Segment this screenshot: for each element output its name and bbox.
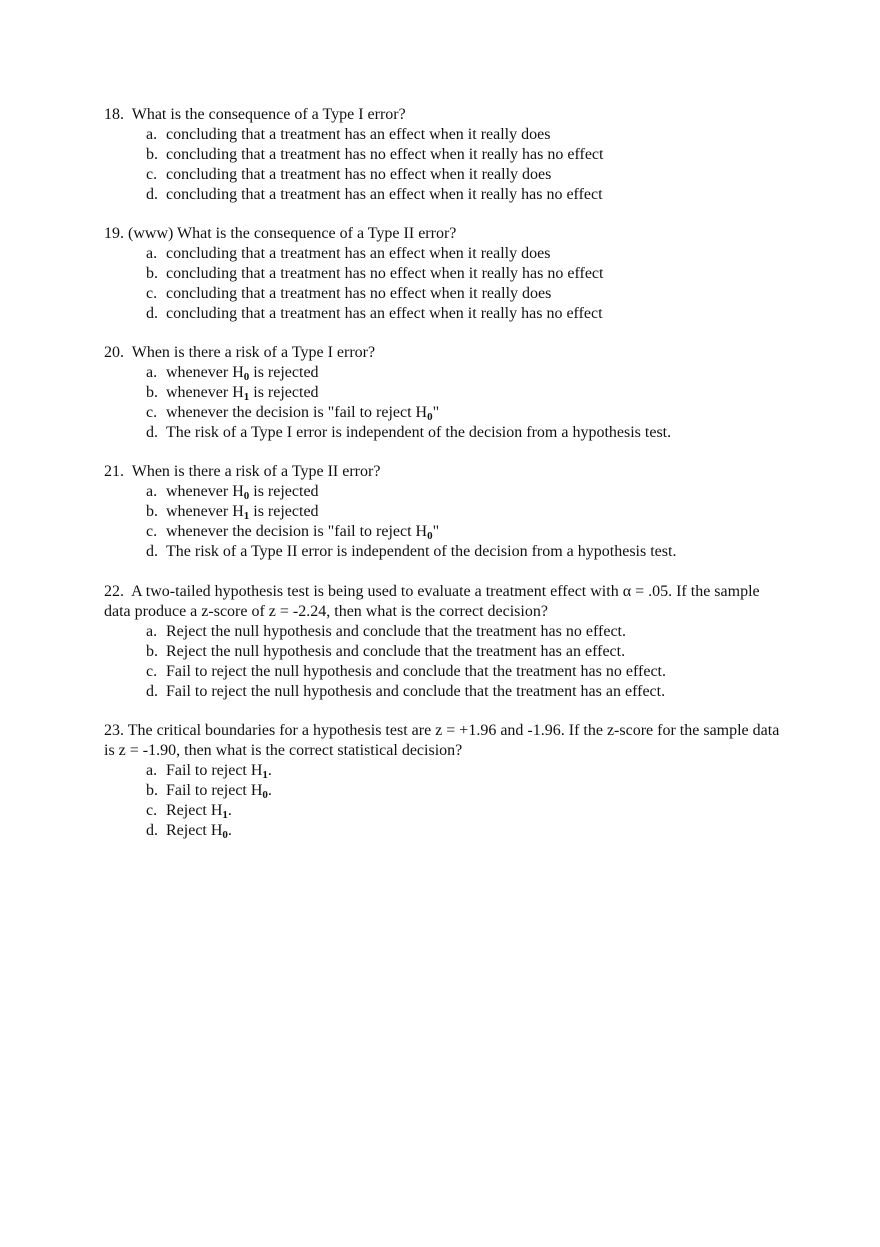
option-letter: d. <box>146 305 158 322</box>
option-letter: c. <box>146 404 158 421</box>
option-list <box>104 363 784 443</box>
option-text-post: " <box>432 404 440 421</box>
option-d <box>146 682 784 702</box>
option-letter: c. <box>146 802 158 819</box>
question-text: The critical boundaries for a hypothesis test are z = +1.96 and -1.96. If the z-score for the sample data is z = -1.90, then what is the correct statistical decision? <box>104 722 780 759</box>
option-text-pre: whenever H <box>166 384 244 401</box>
option-text-pre: Fail to reject H <box>166 782 263 799</box>
option-letter: a. <box>146 245 158 262</box>
option-a <box>146 622 784 642</box>
question-stem <box>104 224 784 244</box>
option-text: concluding that a treatment has no effect when it really has no effect <box>166 265 604 282</box>
question-stem <box>104 721 784 761</box>
option-b <box>146 264 784 284</box>
option-letter: b. <box>146 643 158 660</box>
option-letter: d. <box>146 424 158 441</box>
option-b <box>146 145 784 165</box>
option-letter: a. <box>146 483 158 500</box>
option-text: The risk of a Type I error is independent of the decision from a hypothesis test. <box>166 424 672 441</box>
option-letter: a. <box>146 623 158 640</box>
option-letter: a. <box>146 126 158 143</box>
question-text: When is there a risk of a Type I error? <box>131 344 376 361</box>
option-subscript: 0 <box>427 530 433 542</box>
question-23 <box>104 721 784 841</box>
question-number: 19. <box>104 225 124 242</box>
option-b <box>146 502 784 522</box>
option-a <box>146 244 784 264</box>
option-letter: a. <box>146 364 158 381</box>
option-subscript: 1 <box>262 769 268 781</box>
question-number: 23. <box>104 722 124 739</box>
option-text-pre: whenever the decision is "fail to reject H <box>166 523 428 540</box>
option-letter: d. <box>146 683 158 700</box>
option-text: concluding that a treatment has no effect when it really does <box>166 285 552 302</box>
option-text: Reject the null hypothesis and conclude that the treatment has no effect. <box>166 623 626 640</box>
option-letter: b. <box>146 503 158 520</box>
option-a <box>146 125 784 145</box>
option-text-pre: whenever H <box>166 503 244 520</box>
option-d <box>146 423 784 443</box>
option-subscript: 1 <box>243 510 250 522</box>
option-text-pre: whenever H <box>166 483 244 500</box>
option-text: concluding that a treatment has an effect when it really does <box>166 245 551 262</box>
question-number: 21. <box>104 463 124 480</box>
option-subscript: 0 <box>243 371 250 383</box>
option-a <box>146 363 784 383</box>
option-subscript: 1 <box>222 809 228 821</box>
option-text-post: is rejected <box>249 384 319 401</box>
option-letter: d. <box>146 822 158 839</box>
question-number: 18. <box>104 106 124 123</box>
option-letter: c. <box>146 663 158 680</box>
option-letter: b. <box>146 782 158 799</box>
option-d <box>146 185 784 205</box>
option-d <box>146 304 784 324</box>
option-letter: d. <box>146 186 158 203</box>
option-b <box>146 781 784 801</box>
question-20 <box>104 343 784 443</box>
option-subscript: 0 <box>262 789 268 801</box>
option-text-pre: Reject H <box>166 822 223 839</box>
option-d <box>146 821 784 841</box>
option-letter: d. <box>146 543 158 560</box>
option-text-pre: whenever the decision is "fail to reject H <box>166 404 428 421</box>
option-letter: b. <box>146 146 158 163</box>
option-letter: b. <box>146 384 158 401</box>
question-22 <box>104 582 784 702</box>
option-text: concluding that a treatment has no effect when it really does <box>166 166 552 183</box>
question-stem <box>104 462 784 482</box>
option-subscript: 0 <box>222 829 228 841</box>
option-text: concluding that a treatment has no effect when it really has no effect <box>166 146 604 163</box>
option-subscript: 0 <box>427 411 433 423</box>
option-text-post: is rejected <box>249 503 319 520</box>
option-b <box>146 383 784 403</box>
question-stem <box>104 582 784 622</box>
option-list <box>104 482 784 562</box>
question-text: (www) What is the consequence of a Type II error? <box>128 225 457 242</box>
option-text-post: is rejected <box>249 364 319 381</box>
option-letter: a. <box>146 762 158 779</box>
option-a <box>146 761 784 781</box>
question-18 <box>104 105 784 205</box>
option-list <box>104 125 784 205</box>
question-stem <box>104 105 784 125</box>
option-d <box>146 542 784 562</box>
option-c <box>146 403 784 423</box>
option-list <box>104 761 784 841</box>
option-b <box>146 642 784 662</box>
question-number: 20. <box>104 344 124 361</box>
option-text-pre: whenever H <box>166 364 244 381</box>
option-text-post: . <box>227 822 232 839</box>
option-a <box>146 482 784 502</box>
option-c <box>146 662 784 682</box>
question-21 <box>104 462 784 562</box>
option-letter: c. <box>146 523 158 540</box>
option-letter: b. <box>146 265 158 282</box>
question-text: What is the consequence of a Type I error? <box>131 106 406 123</box>
question-19 <box>104 224 784 324</box>
question-text: When is there a risk of a Type II error? <box>131 463 381 480</box>
option-text-post: . <box>267 782 272 799</box>
option-text-post: . <box>227 802 232 819</box>
option-text: Fail to reject the null hypothesis and conclude that the treatment has no effect. <box>166 663 666 680</box>
question-number: 22. <box>104 583 124 600</box>
option-text: concluding that a treatment has an effect when it really has no effect <box>166 305 603 322</box>
option-letter: c. <box>146 166 158 183</box>
option-text-post: . <box>267 762 272 779</box>
option-c <box>146 801 784 821</box>
option-text: concluding that a treatment has an effect when it really has no effect <box>166 186 603 203</box>
option-text-post: is rejected <box>249 483 319 500</box>
option-list <box>104 244 784 324</box>
option-text: Reject the null hypothesis and conclude that the treatment has an effect. <box>166 643 626 660</box>
option-c <box>146 165 784 185</box>
option-subscript: 0 <box>243 490 250 502</box>
question-text: A two-tailed hypothesis test is being used to evaluate a treatment effect with α = .05. If the sample data produce a z-score of z = -2.24, then what is the correct decision? <box>104 583 760 620</box>
option-c <box>146 284 784 304</box>
option-text: The risk of a Type II error is independent of the decision from a hypothesis test. <box>166 543 677 560</box>
option-letter: c. <box>146 285 158 302</box>
option-subscript: 1 <box>243 391 250 403</box>
option-text-pre: Reject H <box>166 802 223 819</box>
option-list <box>104 622 784 702</box>
option-text-post: " <box>432 523 440 540</box>
option-text: concluding that a treatment has an effect when it really does <box>166 126 551 143</box>
option-c <box>146 522 784 542</box>
option-text-pre: Fail to reject H <box>166 762 263 779</box>
option-text: Fail to reject the null hypothesis and conclude that the treatment has an effect. <box>166 683 666 700</box>
question-stem <box>104 343 784 363</box>
